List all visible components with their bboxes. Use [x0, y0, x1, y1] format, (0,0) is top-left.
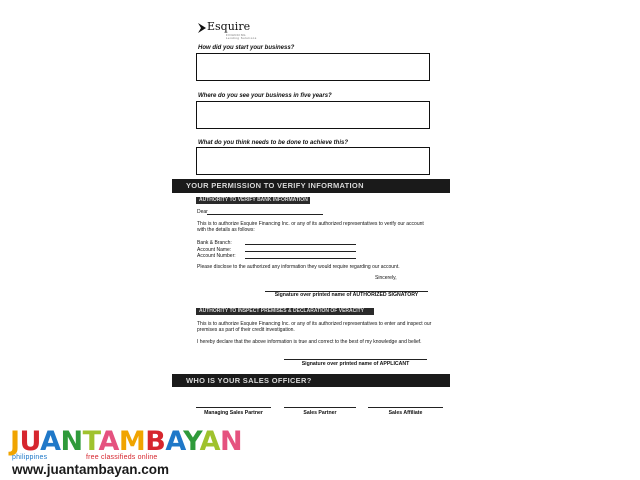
disclose-text: Please disclose to the authorized any information they would require regarding our account. — [197, 264, 400, 270]
esquire-chevron-icon — [198, 23, 206, 33]
authorized-signature-label: Signature over printed name of AUTHORIZED SIGNATORY — [274, 292, 419, 298]
sales-affiliate-label: Sales Affiliate — [388, 410, 423, 416]
watermark-letter: T — [82, 426, 99, 457]
bank-authority-subheader: AUTHORITY TO VERIFY BANK INFORMATION — [196, 197, 310, 204]
declaration-text: I hereby declare that the above information is true and correct to the best of my knowledge and belief. — [197, 339, 422, 345]
dear-label: Dear — [197, 209, 208, 215]
watermark-letter: N — [60, 426, 83, 457]
watermark-letter: A — [40, 426, 61, 457]
permission-section-header: YOUR PERMISSION TO VERIFY INFORMATION — [172, 179, 450, 193]
dear-line — [207, 214, 323, 215]
question-2-label: Where do you see your business in five years? — [198, 93, 332, 99]
watermark-letter: A — [98, 426, 119, 457]
juantambayan-watermark — [10, 426, 243, 478]
watermark-letter: J — [10, 426, 20, 457]
watermark-letter: M — [118, 426, 146, 457]
bank-field-label: Bank & Branch: — [197, 240, 232, 246]
question-3-label: What do you think needs to be done to achieve this? — [198, 140, 349, 146]
applicant-signature-line[interactable] — [284, 359, 427, 360]
watermark-letter: A — [199, 426, 221, 457]
premises-authority-subheader: AUTHORITY TO INSPECT PREMISES & DECLARATION OF VERACITY — [196, 308, 374, 315]
watermark-letter: U — [19, 426, 41, 457]
sincerely-text: Sincerely, — [375, 275, 397, 281]
premises-paragraph: This is to authorize Esquire Financing Inc. or any of its authorized representatives to enter and inspect our premises as part of their credit investigation. — [197, 321, 432, 334]
applicant-signature-label: Signature over printed name of APPLICANT — [301, 361, 410, 367]
watermark-letter: B — [145, 426, 166, 457]
watermark-letter: Y — [183, 426, 200, 457]
question-3-answer-box[interactable] — [196, 147, 430, 175]
watermark-brand — [10, 426, 242, 457]
sales-partner-line[interactable] — [284, 407, 356, 408]
watermark-tag-left: philippines — [12, 454, 48, 461]
question-1-label: How did you start your business? — [198, 45, 295, 51]
logo-subtitle: FINANCING — [226, 33, 246, 37]
question-1-answer-box[interactable] — [196, 53, 430, 81]
managing-sales-partner-label: Managing Sales Partner — [204, 410, 263, 416]
watermark-letter: N — [220, 426, 243, 457]
bank-field-line[interactable] — [245, 244, 356, 245]
esquire-logo — [198, 22, 258, 40]
sales-affiliate-line[interactable] — [368, 407, 443, 408]
sales-officer-header: WHO IS YOUR SALES OFFICER? — [172, 374, 450, 387]
sales-partner-label: Sales Partner — [303, 410, 337, 416]
account-number-line[interactable] — [245, 258, 356, 259]
question-2-answer-box[interactable] — [196, 101, 430, 129]
logo-name: Esquire — [207, 20, 251, 33]
watermark-url: www.juantambayan.com — [12, 462, 170, 477]
account-name-line[interactable] — [245, 251, 356, 252]
account-name-label: Account Name: — [197, 246, 232, 253]
watermark-letter: A — [165, 426, 184, 457]
watermark-tag-right: free classifieds online — [86, 454, 158, 461]
bank-paragraph: This is to authorize Esquire Financing Inc. or any of its authorized representatives to verify our account with the details as follows: — [197, 221, 424, 234]
logo-tagline: Lending Solutions — [226, 36, 257, 40]
managing-sales-partner-line[interactable] — [196, 407, 271, 408]
account-number-label: Account Number: — [197, 253, 236, 259]
